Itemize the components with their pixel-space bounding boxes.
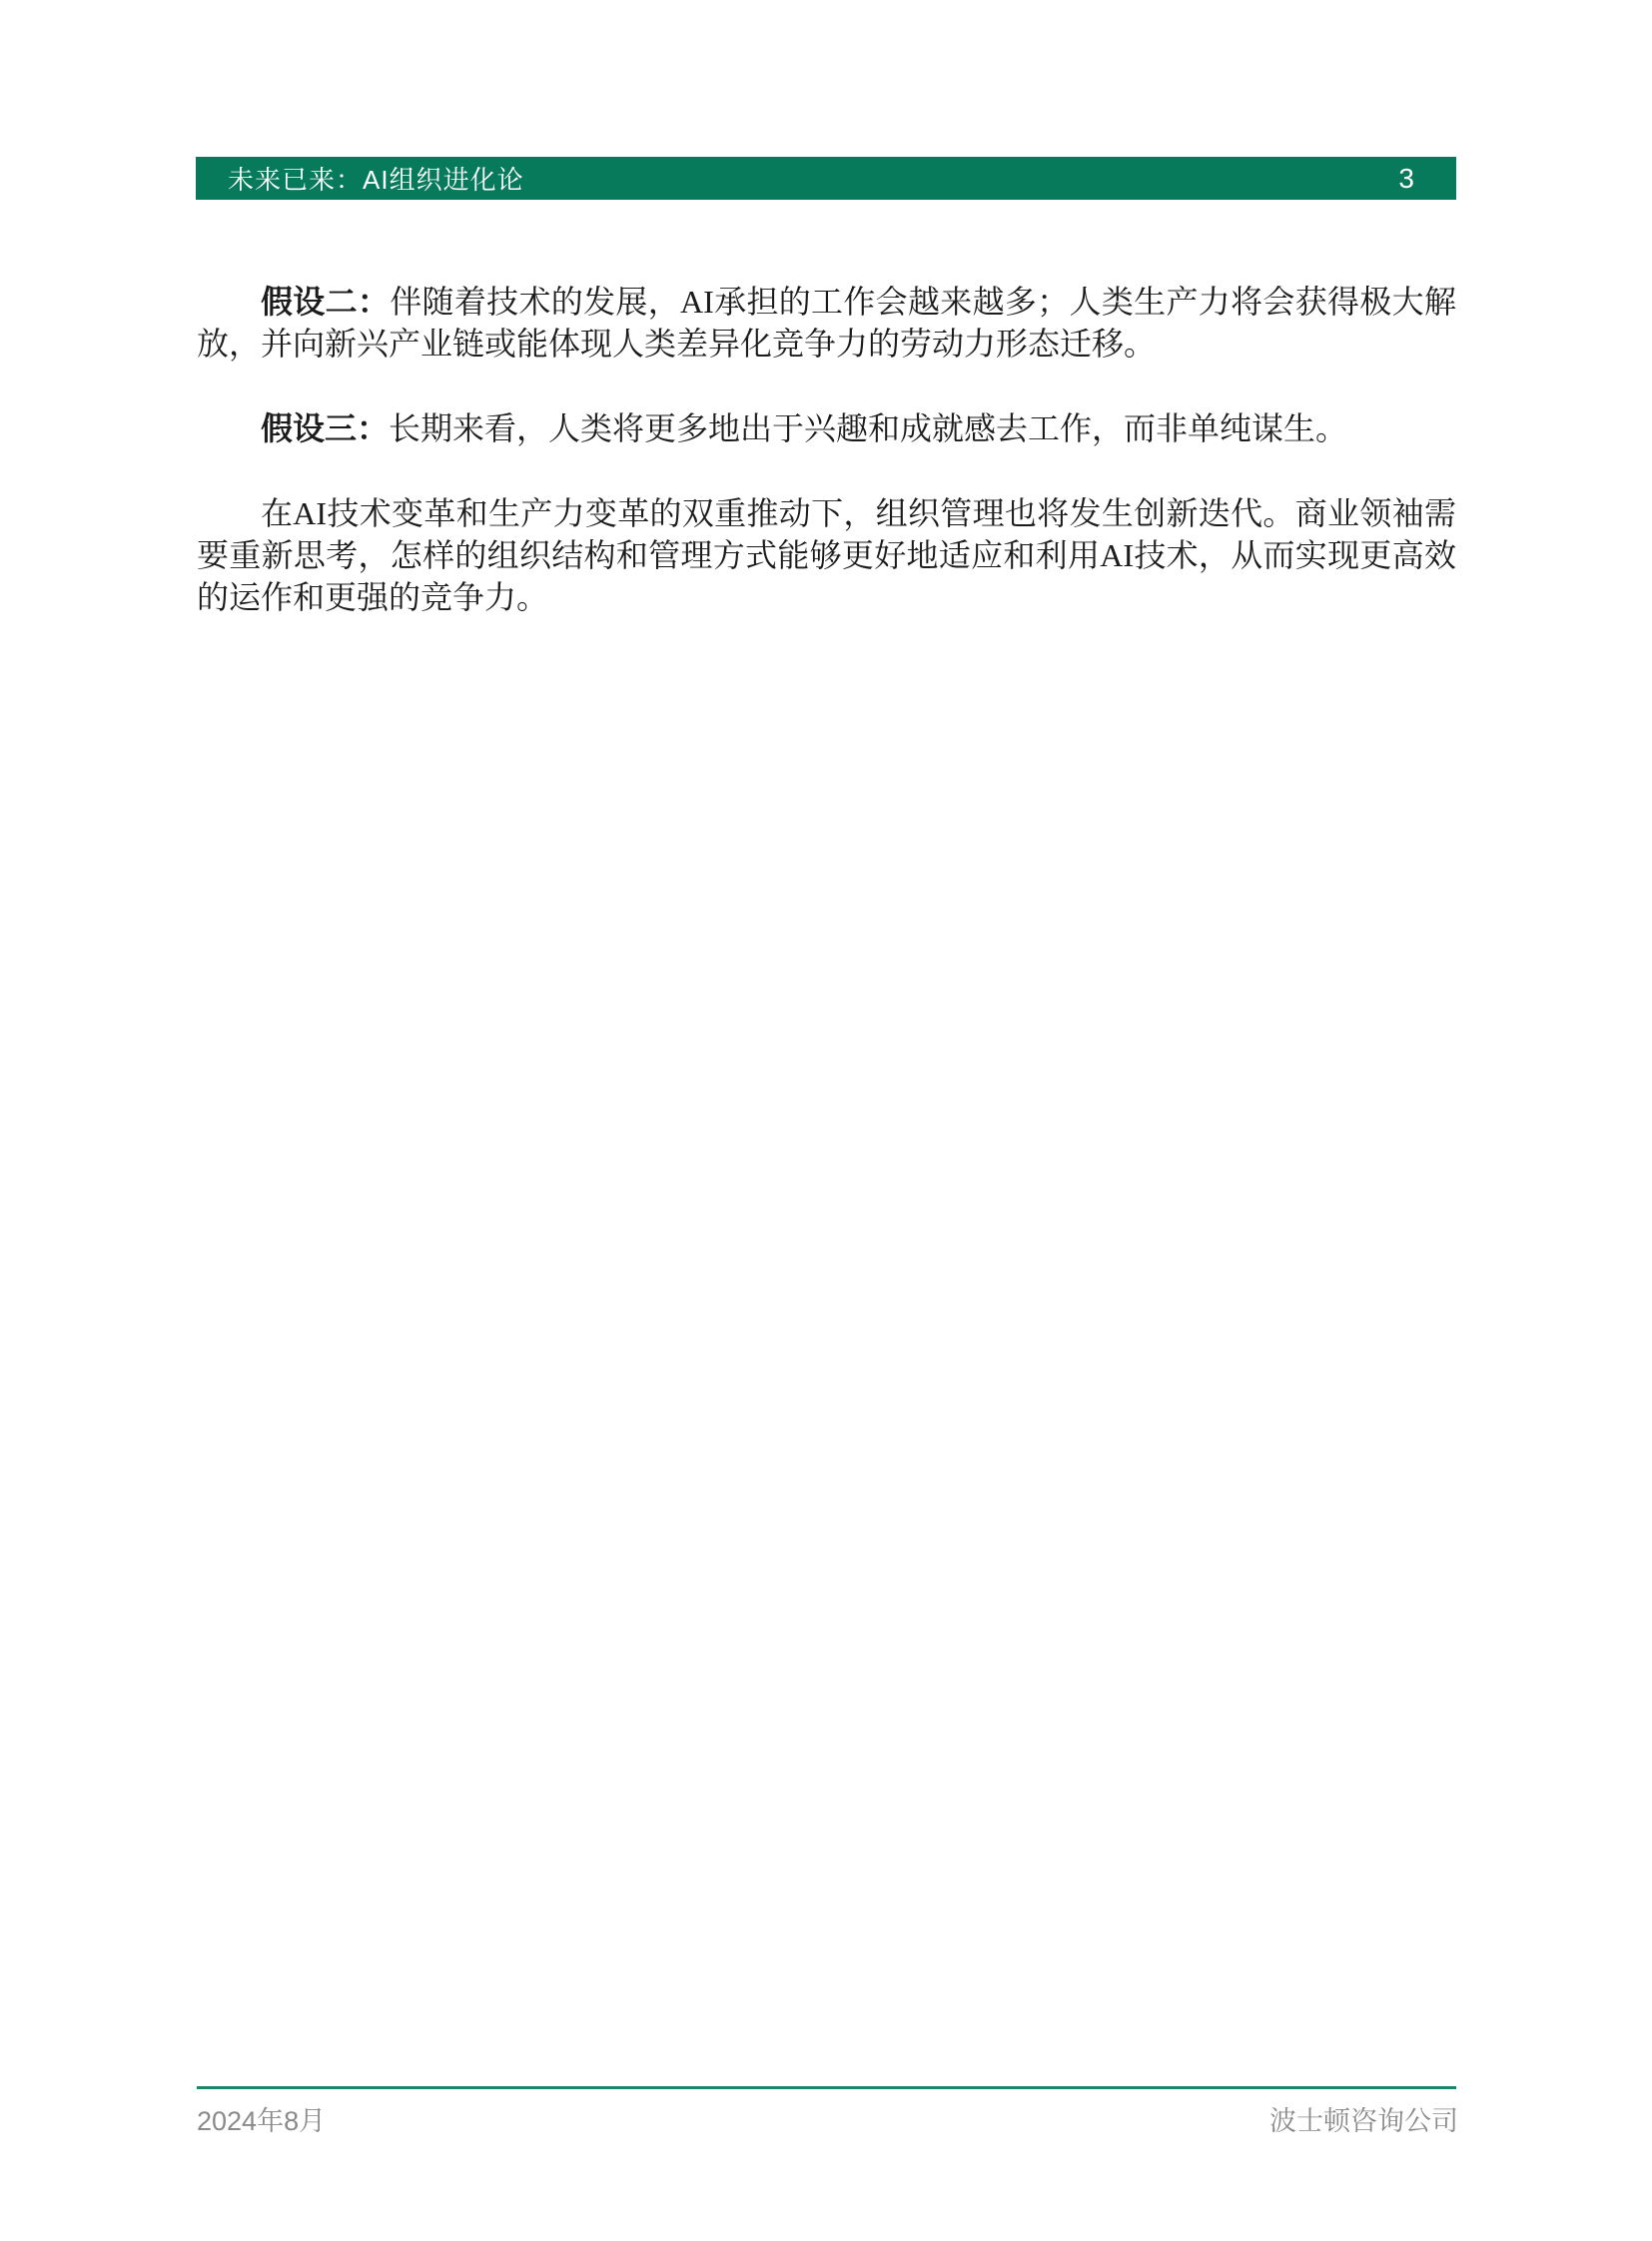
paragraph-label: 假设三： <box>261 410 390 446</box>
body-paragraph-hypothesis-3 <box>197 407 1456 449</box>
page-header-bar <box>196 157 1456 200</box>
paragraph-text: 在AI技术变革和生产力变革的双重推动下，组织管理也将发生创新迭代。商业领袖需要重新思考，怎样的组织结构和管理方式能够更好地适应和利用AI技术，从而实现更高效的运作和更强的竞争力。 <box>197 495 1456 615</box>
header-title: 未来已来：AI组织进化论 <box>228 165 524 195</box>
paragraph-label: 假设二： <box>261 284 391 320</box>
footer-date: 2024年8月 <box>197 2106 327 2136</box>
footer-company: 波士顿咨询公司 <box>1269 2106 1458 2136</box>
paragraph-text: 长期来看，人类将更多地出于兴趣和成就感去工作，而非单纯谋生。 <box>389 410 1348 446</box>
paragraph-text: 伴随着技术的发展，AI承担的工作会越来越多；人类生产力将会获得极大解放，并向新兴产业链或能体现人类差异化竞争力的劳动力形态迁移。 <box>197 284 1456 362</box>
page-number: 3 <box>1398 162 1414 194</box>
body-paragraph-hypothesis-2 <box>197 281 1456 365</box>
body-paragraph-conclusion <box>197 492 1456 618</box>
page-body <box>197 281 1456 661</box>
footer-divider <box>197 2086 1456 2089</box>
